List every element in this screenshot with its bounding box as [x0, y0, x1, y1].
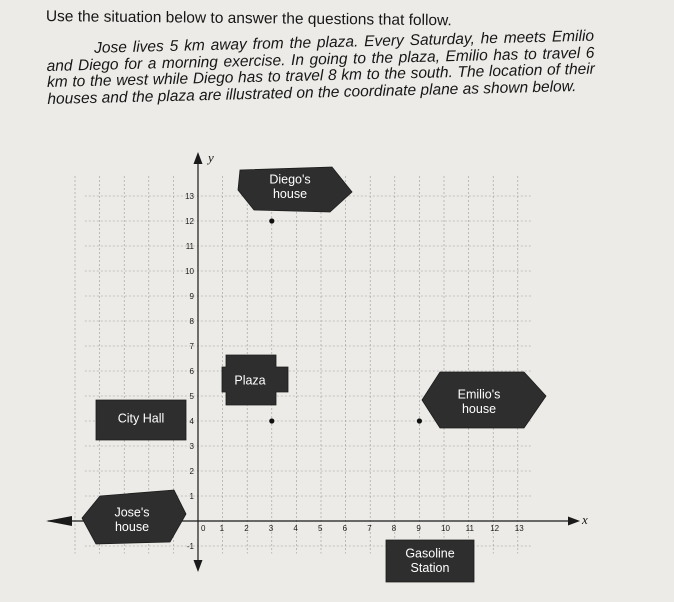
situation-text: Jose lives 5 km away from the plaza. Every Saturday, he meets Emilio and Diego for a morning exercise. In going to the plaza, Emilio has to travel 6 km to the west while Diego has to travel 8 km to the south. The location of their houses and the plaza are illustrated on the coordinate plane as shown below.	[46, 27, 596, 108]
diegos-house-label-text: Diego's	[269, 172, 311, 187]
x-tick-label: 10	[441, 524, 450, 533]
gasoline-station-label-text: Station	[410, 560, 450, 575]
emilios-house-label-text: Emilio's	[457, 387, 501, 402]
y-tick-label: 9	[189, 292, 194, 301]
y-tick-label: 1	[189, 492, 194, 501]
x-tick-label: 13	[514, 524, 524, 533]
y-axis-down-arrow	[194, 560, 203, 572]
y-tick-label: 7	[189, 342, 194, 351]
y-tick-label: 10	[185, 267, 194, 276]
emilios-house-label	[422, 372, 546, 428]
x-axis-label: x	[582, 512, 588, 527]
gasoline-station-label	[386, 540, 474, 582]
y-tick-label: 11	[185, 242, 194, 251]
y-tick-label: -1	[186, 542, 194, 551]
city-hall-label-text: City Hall	[117, 411, 165, 426]
x-tick-label: 3	[268, 524, 274, 533]
emilios-house-label-text: house	[461, 401, 497, 416]
point-emilio-s-house	[417, 418, 422, 423]
x-axis-right-arrow	[568, 517, 580, 526]
city-hall-label	[96, 400, 186, 440]
joses-house-label	[82, 490, 186, 544]
y-tick-label: 13	[185, 192, 194, 201]
diegos-house-label-text: house	[272, 186, 308, 201]
joses-house-label-text: house	[114, 519, 150, 534]
y-tick-label: 3	[189, 442, 194, 451]
diegos-house-label	[238, 167, 352, 212]
x-tick-label: 7	[367, 524, 372, 533]
x-tick-label: 1	[219, 524, 225, 533]
y-tick-label: 4	[189, 417, 194, 426]
x-tick-label: 9	[416, 524, 421, 533]
location-labels	[82, 167, 546, 582]
plaza-label-text: Plaza	[234, 373, 266, 388]
y-tick-label: 8	[189, 317, 194, 326]
point-plaza	[269, 418, 274, 423]
x-tick-label: 8	[391, 524, 397, 533]
x-tick-label: 0	[201, 524, 206, 533]
x-tick-label: 12	[490, 524, 500, 533]
x-tick-label: 6	[342, 524, 348, 533]
y-tick-label: 5	[189, 392, 194, 401]
instruction-text: Use the situation below to answer the questions that follow.	[45, 8, 452, 30]
x-tick-label: 5	[318, 524, 323, 533]
x-tick-label: 4	[293, 524, 298, 533]
x-axis-left-arrow	[46, 516, 72, 526]
plaza-label	[222, 355, 288, 405]
y-axis-label: y	[208, 150, 214, 165]
y-tick-label: 2	[189, 467, 194, 476]
x-tick-label: 2	[244, 524, 249, 533]
y-axis-up-arrow	[194, 152, 203, 164]
joses-house-label-text: Jose's	[114, 505, 150, 520]
point-diego-s-house	[269, 218, 274, 223]
y-tick-label: 6	[189, 367, 194, 376]
gasoline-station-label-text: Gasoline	[405, 546, 455, 561]
y-tick-label: 12	[185, 217, 194, 226]
x-tick-label: 11	[465, 524, 474, 533]
